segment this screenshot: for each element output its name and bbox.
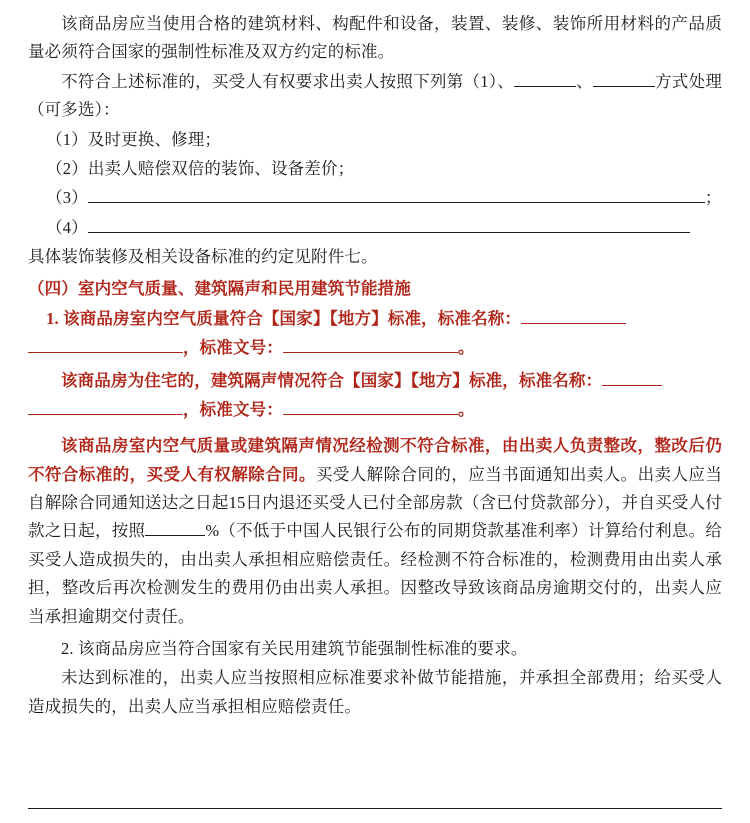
text-run: 1. 该商品房室内空气质量符合【国家】【地方】标准，标准名称： [46,308,522,328]
text-run: ，标准文号： [183,399,283,419]
paragraph-materials-quality: 该商品房应当使用合格的建筑材料、构配件和设备，装置、装修、装饰所用材料的产品质量必须符合国家的强制性标准及双方约定的标准。 [28,14,722,62]
fill-blank-option-b[interactable] [593,70,655,87]
text-run: 方式处理（可多选）： [28,71,722,120]
list-item-option-2: （2）出卖人赔偿双倍的装饰、设备差价； [46,158,355,178]
text-run-black: 买受人解除合同的，应当书面通知出卖人。出卖人应当自解除合同通知送达之日起15日内退还买受人已付全部房款（含已付贷款部分），并自买受人付款之日起，按照 [28,464,722,541]
footer-divider [28,808,722,809]
fill-blank-air-standard-name[interactable] [521,307,626,324]
paragraph-nonconform-options [28,68,722,125]
text-run: （3） [46,188,88,208]
fill-blank-sound-standard-name-cont[interactable] [28,398,183,415]
section-heading-four: （四）室内空气质量、建筑隔声和民用建筑节能措施 [28,279,411,299]
text-run: 、 [576,71,593,91]
list-item-option-3 [28,184,722,212]
list-item-option-1: （1）及时更换、修理； [46,129,222,149]
text-run-black-2: %（不低于中国人民银行公布的同期贷款基准利率）计算给付利息。给买受人造成损失的，由出卖人承担相应赔偿责任。经检测不符合标准的，检测费用由出卖人承担，整改后再次检测发生的费用仍由出卖人承担。因整改导致该商品房逾期交付的，出卖人应当承担逾期交付责任。 [28,521,722,626]
fill-blank-interest-rate[interactable] [145,520,205,537]
fill-blank-air-standard-name-cont[interactable] [28,336,183,353]
text-run: 。 [457,338,475,358]
paragraph-energy-remedy: 未达到标准的，出卖人应当按照相应标准要求补做节能措施，并承担全部费用；给买受人造成损失的，出卖人应当承担相应赔偿责任。 [28,668,722,716]
text-run: 。 [457,399,475,419]
text-run: ； [704,188,722,208]
paragraph-annex-seven: 具体装饰装修及相关设备标准的约定见附件七。 [28,247,378,266]
paragraph-air-quality-standard [28,305,722,333]
paragraph-breach-remedy [28,432,722,631]
fill-blank-sound-standard-number[interactable] [283,398,458,415]
paragraph-sound-insulation [28,367,722,395]
fill-blank-option-3[interactable] [88,187,705,204]
list-item-option-4 [28,214,722,242]
fill-blank-sound-standard-name[interactable] [602,369,662,386]
text-run-red: 该商品房室内空气质量或建筑隔声情况经检测不符合标准，由出卖人负责整改，整改后仍不符合标准的，买受人有权解除合同。 [28,436,722,484]
fill-blank-option-4[interactable] [88,216,690,233]
paragraph-energy-saving: 2. 该商品房应当符合国家有关民用建筑节能强制性标准的要求。 [61,638,528,658]
text-run: 该商品房为住宅的，建筑隔声情况符合【国家】【地方】标准，标准名称： [61,370,603,390]
text-run: 不符合上述标准的，买受人有权要求出卖人按照下列第（1）、 [61,71,515,91]
paragraph-sound-insulation-continued [28,396,722,424]
fill-blank-air-standard-number[interactable] [283,336,458,353]
spacer [28,425,722,432]
text-run: （4） [46,217,88,237]
fill-blank-option-a[interactable] [514,70,576,87]
text-run: ，标准文号： [183,338,283,358]
paragraph-air-quality-standard-continued [28,334,722,362]
